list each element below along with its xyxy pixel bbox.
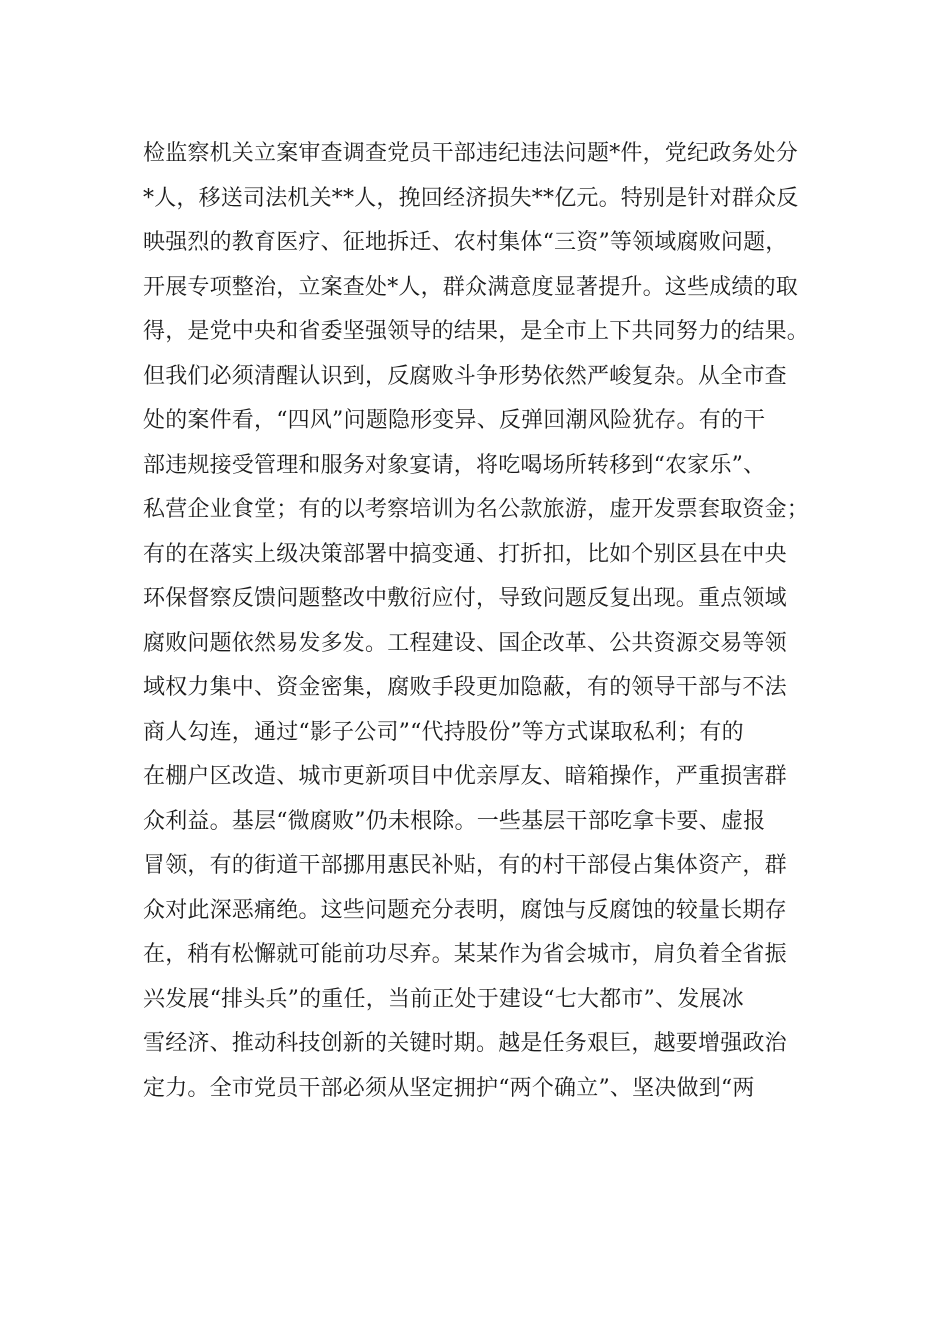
text-line: 腐败问题依然易发多发。工程建设、国企改革、公共资源交易等领 <box>143 630 787 656</box>
text-line: 众对此深恶痛绝。这些问题充分表明，腐蚀与反腐蚀的较量长期存 <box>143 897 787 923</box>
text-line: 在，稍有松懈就可能前功尽弃。某某作为省会城市，肩负着全省振 <box>143 942 787 967</box>
body-text <box>143 132 833 1111</box>
text-line: 处的案件看，“四风”问题隐形变异、反弹回潮风险犹存。有的干 <box>143 408 766 433</box>
text-line: 域权力集中、资金密集，腐败手段更加隐蔽，有的领导干部与不法 <box>143 675 787 700</box>
text-line: 部违规接受管理和服务对象宴请，将吃喝场所转移到“农家乐”、 <box>143 452 766 478</box>
text-line: 兴发展“排头兵”的重任，当前正处于建设“七大都市”、发展冰 <box>143 986 744 1012</box>
text-line: 有的在落实上级决策部署中搞变通、打折扣，比如个别区县在中央 <box>143 541 787 567</box>
text-line: 私营企业食堂；有的以考察培训为名公款旅游，虚开发票套取资金； <box>143 497 810 522</box>
text-line: 但我们必须清醒认识到，反腐败斗争形势依然严峻复杂。从全市查 <box>143 363 787 389</box>
text-line: 众利益。基层“微腐败”仍未根除。一些基层干部吃拿卡要、虚报 <box>143 808 766 834</box>
text-line: 在棚户区改造、城市更新项目中优亲厚友、暗箱操作，严重损害群 <box>143 764 787 789</box>
text-line: 冒领，有的街道干部挪用惠民补贴，有的村干部侵占集体资产，群 <box>143 853 787 878</box>
text-line: 环保督察反馈问题整改中敷衍应付，导致问题反复出现。重点领域 <box>143 586 787 611</box>
text-line: 开展专项整治，立案查处*人，群众满意度显著提升。这些成绩的取 <box>143 274 799 300</box>
text-line: 定力。全市党员干部必须从坚定拥护“两个确立”、坚决做到“两 <box>143 1075 755 1101</box>
text-line: 映强烈的教育医疗、征地拆迁、农村集体“三资”等领域腐败问题， <box>143 230 788 255</box>
text-line: 检监察机关立案审查调查党员干部违纪违法问题*件，党纪政务处分 <box>143 141 799 166</box>
text-line: 得，是党中央和省委坚强领导的结果，是全市上下共同努力的结果。 <box>143 319 810 344</box>
text-line: 雪经济、推动科技创新的关键时期。越是任务艰巨，越要增强政治 <box>143 1031 787 1056</box>
text-line: *人，移送司法机关**人，挽回经济损失**亿元。特别是针对群众反 <box>143 185 799 211</box>
text-line: 商人勾连，通过“影子公司”“代持股份”等方式谋取私利；有的 <box>143 719 744 745</box>
